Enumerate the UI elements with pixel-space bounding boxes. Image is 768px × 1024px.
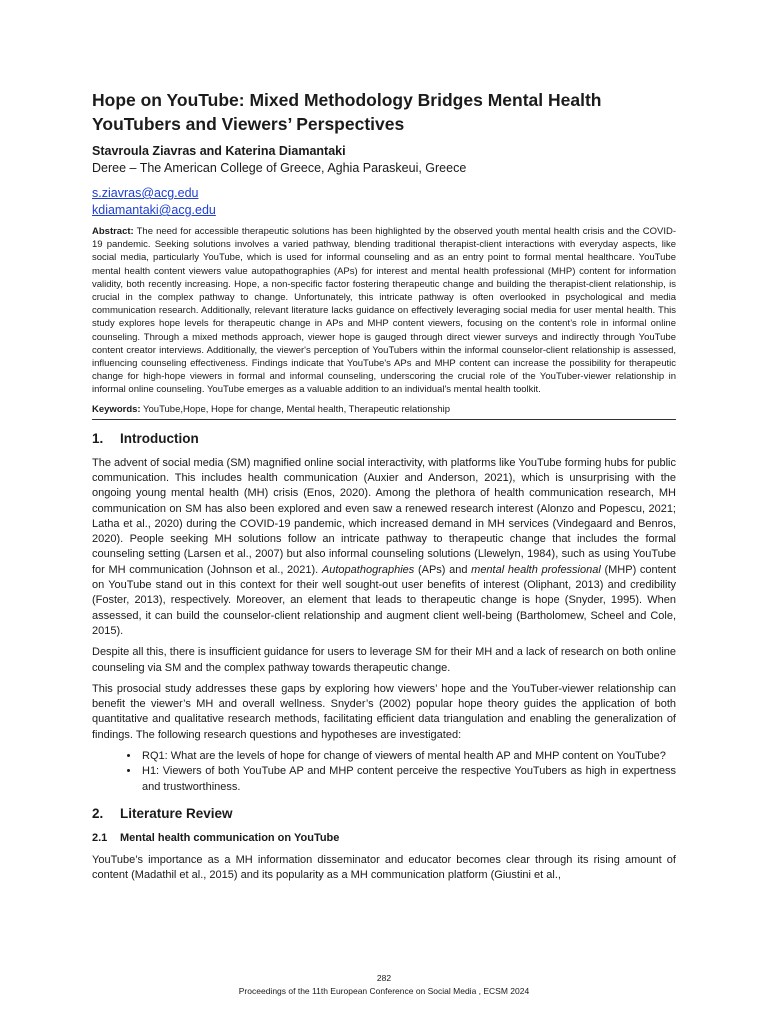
section-heading-literature-review xyxy=(92,805,676,823)
intro-p1-emphasis-autopathographies: Autopathographies xyxy=(321,563,415,576)
intro-p1-emphasis-mhp: mental health professional xyxy=(471,563,601,576)
email-link-ziavras[interactable]: s.ziavras@acg.edu xyxy=(92,186,199,200)
section-title: Literature Review xyxy=(120,805,233,821)
section-title: Introduction xyxy=(120,430,199,446)
paper-title: Hope on YouTube: Mixed Methodology Bridges Mental Health YouTubers and Viewers’ Perspectives xyxy=(92,90,602,134)
keywords-label: Keywords: xyxy=(92,403,141,415)
keywords-text: YouTube,Hope, Hope for change, Mental health, Therapeutic relationship xyxy=(143,403,451,415)
section-number: 1. xyxy=(92,430,104,446)
proceedings-footer: Proceedings of the 11th European Conference on Social Media , ECSM 2024 xyxy=(238,986,530,996)
literature-paragraph-1: YouTube’s importance as a MH information disseminator and educator becomes clear through its rising amount of content (Madathil et al., 2015) and its popularity as a MH communication platform (Giustini et al., xyxy=(92,853,676,882)
intro-paragraph-1 xyxy=(92,456,676,640)
intro-paragraph-2: Despite all this, there is insufficient guidance for users to leverage SM for their MH and a lack of research on both online counseling via SM and the complex pathway towards therapeutic change. xyxy=(92,646,676,674)
subsection-heading-mh-communication xyxy=(92,831,676,845)
keywords xyxy=(92,403,676,420)
page-number: 282 xyxy=(376,973,392,983)
abstract-label: Abstract: xyxy=(92,226,134,237)
intro-p1-text-a: The advent of social media (SM) magnified online social interactivity, with platforms like YouTube forming hubs for public communication. This includes health communication (Auxier and Anderson, 2021), which is unsurprising with the ongoing young mental health (MH) crisis (Enos, 2020). Among the plethora of health communication research, MH communication on SM has also been explored and even saw a renewed research interest (Alonzo and Popescu, 2021; Latha et al., 2020) during the COVID-19 pandemic, which increased demand in MH services (Vindegaard and Benros, 2020). People seeking MH solutions follow an intricate pathway to therapeutic change that includes the formal counseling setting (Larsen et al., 2007) but also informal counseling solutions (Llewelyn, 1984), such as using YouTube for MH communication (Johnson et al., 2021). xyxy=(92,456,676,576)
research-questions-list xyxy=(92,749,676,795)
author-affiliation: Deree – The American College of Greece, Aghia Paraskeui, Greece xyxy=(92,161,467,175)
author-emails xyxy=(92,185,676,219)
intro-p1-text-b: (APs) and xyxy=(414,563,472,576)
abstract xyxy=(92,225,676,397)
list-item-h1: • H1: Viewers of both YouTube AP and MHP content perceive the respective YouTubers as high in expertness and trustworthiness. xyxy=(140,764,676,795)
abstract-text: The need for accessible therapeutic solutions has been highlighted by the observed youth mental health crisis and the COVID-19 pandemic. Seeking solutions involves a varied pathway, blending traditional therapist-client interactions with everyday aspects, like social media, particularly YouTube, which is used for informal counseling and as an entry point to formal mental healthcare. YouTube mental health content viewers value autopathographies (APs) for interest and mental health professional (MHP) content for information validity, both recently increasing. Hope, a non-specific factor fostering therapeutic change and building the therapist-client relationship, is crucial in the complex pathway to change. Unfortunately, this intricate pathway is often overlooked in psychological and media communication research. Additionally, relevant literature lacks guidance on effectively leveraging social media for user mental health. This study explores hope levels for therapeutic change in APs and MHP content viewers, focusing on the content’s role in informal online counseling. Through a mixed methods approach, viewer hope is gauged through direct viewer surveys and indirectly through YouTube content creator interviews. Additionally, the viewer's perception of YouTubers within the informal counselor-client relationship is assessed, influencing counseling effectiveness. Findings indicate that YouTube's APs and MHP content can increase the possibility for therapeutic change for high-hope viewers in formal and informal counseling, underscoring the crucial role of the YouTuber-viewer relationship in informal online counseling. YouTube emerges as a valuable addition to an individual's mental health toolkit. xyxy=(92,226,676,396)
list-item-rq1: • RQ1: What are the levels of hope for change of viewers of mental health AP and MHP content on YouTube? xyxy=(140,749,676,764)
author-names: Stavroula Ziavras and Katerina Diamantaki xyxy=(92,144,346,158)
section-number: 2. xyxy=(92,805,104,821)
paper-page xyxy=(92,88,676,889)
section-heading-introduction xyxy=(92,430,676,448)
intro-paragraph-3: This prosocial study addresses these gaps by exploring how viewers’ hope and the YouTuber-viewer relationship can benefit the viewer’s MH and overall wellness. Snyder’s (2002) popular hope theory guides the application of both quantitative and qualitative research methods, facilitating efficient data triangulation and enabling the generalization of findings. The following research questions and hypotheses are investigated: xyxy=(92,682,676,741)
intro-p1-text-c: (MHP) content on YouTube stand out in this context for their well sought-out user benefits of interest (Oliphant, 2013) and credibility (Foster, 2013), respectively. Moreover, an element that leads to therapeutic change is hope (Snyder, 1995). When assessed, it can build the counselor-client relationship and augment client well-being (Bartholomew, Scheel and Cole, 2015). xyxy=(92,563,677,637)
subsection-number: 2.1 xyxy=(92,831,108,844)
subsection-title: Mental health communication on YouTube xyxy=(120,831,340,844)
email-link-diamantaki[interactable]: kdiamantaki@acg.edu xyxy=(92,203,216,217)
